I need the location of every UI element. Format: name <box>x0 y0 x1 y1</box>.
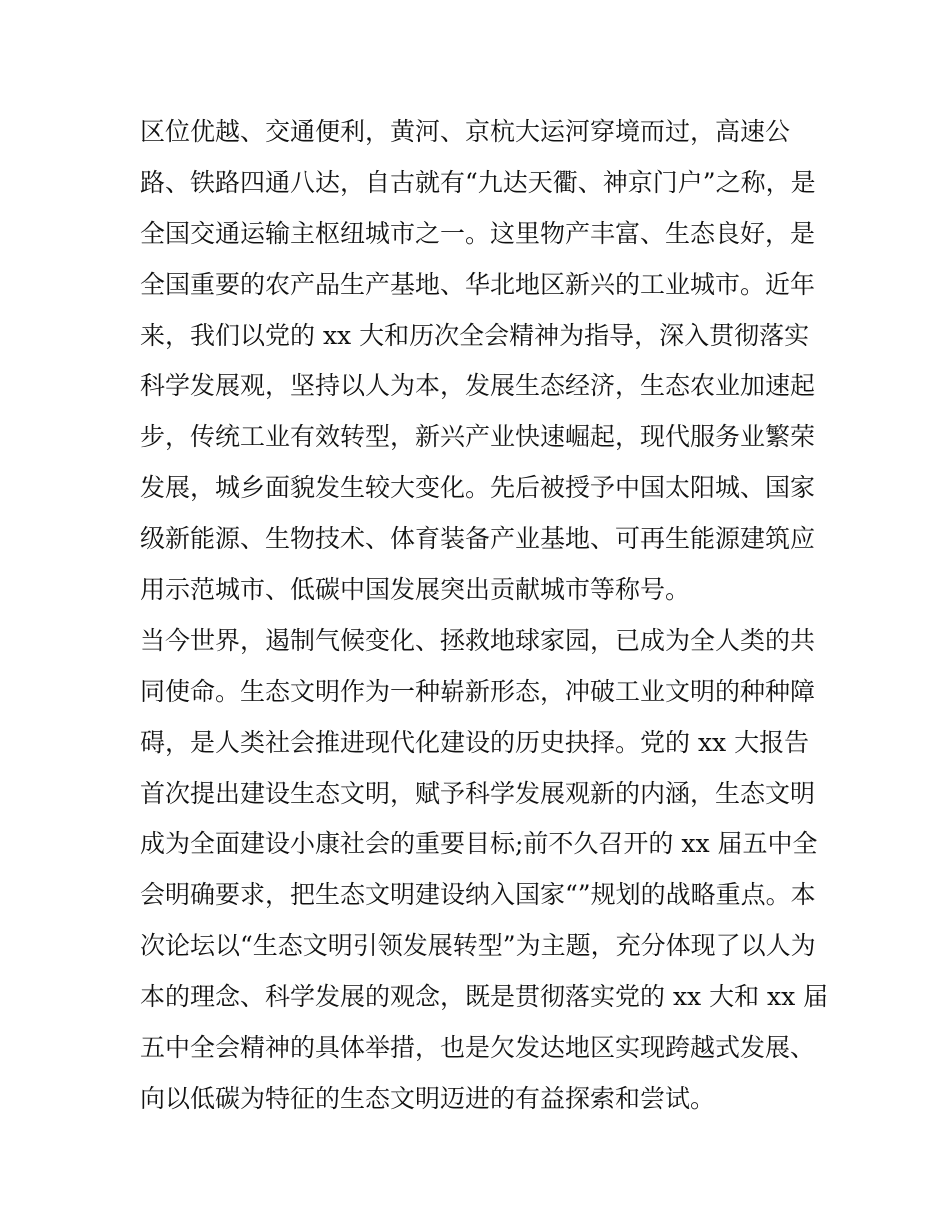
text-line: 科学发展观，坚持以人为本，发展生态经济，生态农业加速起 <box>140 371 816 401</box>
text-line: 步，传统工业有效转型，新兴产业快速崛起，现代服务业繁荣 <box>140 422 816 452</box>
text-line: 本的理念、科学发展的观念，既是贯彻落实党的 xx 大和 xx 届 <box>140 982 829 1012</box>
text-line: 同使命。生态文明作为一种崭新形态，冲破工业文明的种种障 <box>140 676 816 706</box>
text-line: 向以低碳为特征的生态文明迈进的有益探索和尝试。 <box>140 1083 716 1113</box>
text-line: 成为全面建设小康社会的重要目标;前不久召开的 xx 届五中全 <box>140 829 818 859</box>
body-text <box>140 107 829 1125</box>
text-line: 会明确要求，把生态文明建设纳入国家“”规划的战略重点。本 <box>140 880 816 910</box>
text-line: 首次提出建设生态文明，赋予科学发展观新的内涵，生态文明 <box>140 778 816 808</box>
text-line: 全国重要的农产品生产基地、华北地区新兴的工业城市。近年 <box>140 269 816 299</box>
text-line: 当今世界，遏制气候变化、拯救地球家园，已成为全人类的共 <box>140 625 816 655</box>
text-line: 区位优越、交通便利，黄河、京杭大运河穿境而过，高速公 <box>140 117 791 146</box>
text-line: 碍，是人类社会推进现代化建设的历史抉择。党的 xx 大报告 <box>140 727 810 757</box>
text-line: 次论坛以“生态文明引领发展转型”为主题，充分体现了以人为 <box>140 931 816 961</box>
text-line: 来，我们以党的 xx 大和历次全会精神为指导，深入贯彻落实 <box>140 320 810 350</box>
text-line: 用示范城市、低碳中国发展突出贡献城市等称号。 <box>140 575 691 605</box>
text-line: 路、铁路四通八达，自古就有“九达天衢、神京门户”之称，是 <box>140 167 816 197</box>
text-line: 全国交通运输主枢纽城市之一。这里物产丰富、生态良好，是 <box>140 218 816 248</box>
text-line: 发展，城乡面貌发生较大变化。先后被授予中国太阳城、国家 <box>140 473 816 503</box>
text-line: 级新能源、生物技术、体育装备产业基地、可再生能源建筑应 <box>140 524 816 554</box>
text-line: 五中全会精神的具体举措，也是欠发达地区实现跨越式发展、 <box>140 1033 816 1063</box>
